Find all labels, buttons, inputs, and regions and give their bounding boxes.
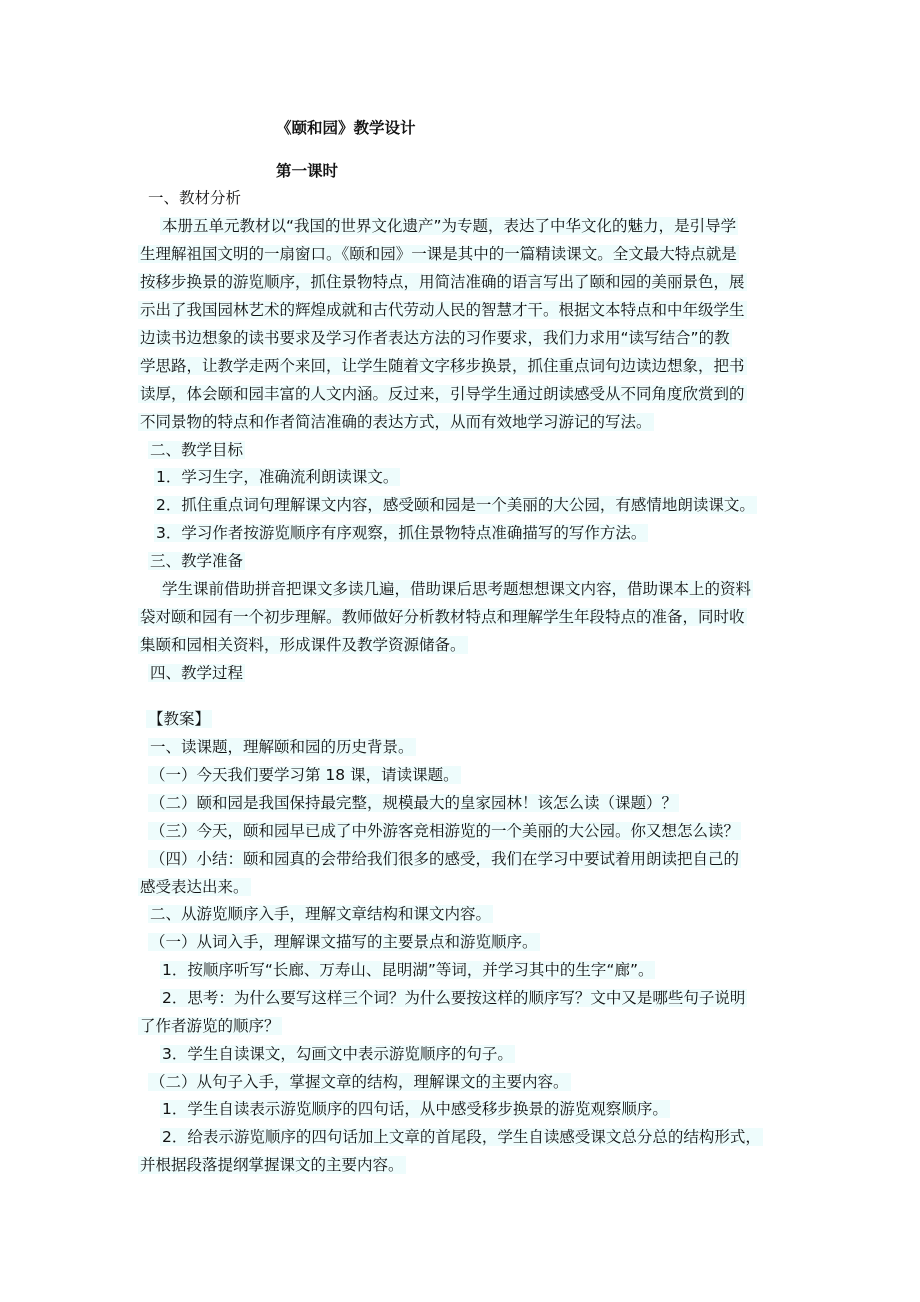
step-item: 1．学生自读表示游览顺序的四句话，从中感受移步换景的游览观察顺序。 — [162, 1100, 668, 1118]
paragraph-line: 按移步换景的游览顺序，抓住景物特点，用简洁准确的语言写出了颐和园的美丽景色，展 — [140, 273, 745, 291]
step-item: （二）从句子入手，掌握文章的结构，理解课文的主要内容。 — [150, 1073, 569, 1091]
lesson-subtitle: 第一课时 — [276, 162, 339, 180]
step-item: 3．学生自读课文，勾画文中表示游览顺序的句子。 — [162, 1045, 513, 1063]
step-item: 感受表达出来。 — [140, 878, 249, 896]
step-item: （四）小结：颐和园真的会带给我们很多的感受，我们在学习中要试着用朗读把自己的 — [150, 850, 740, 868]
paragraph-line: 本册五单元教材以“我国的世界文化遗产”为专题，表达了中华文化的魅力，是引导学 — [162, 217, 737, 235]
section-heading: 一、教材分析 — [148, 189, 242, 207]
paragraph-line: 示出了我国园林艺术的辉煌成就和古代劳动人民的智慧才干。根据文本特点和中年级学生 — [140, 301, 745, 319]
list-item: 1．学习生字，准确流利朗读课文。 — [156, 468, 399, 486]
step-item: （一）从词入手，理解课文描写的主要景点和游览顺序。 — [150, 933, 538, 951]
step-item: 2．思考：为什么要写这样三个词？为什么要按这样的顺序写？文中又是哪些句子说明 — [162, 989, 746, 1007]
step-item: 并根据段落提纲掌握课文的主要内容。 — [140, 1156, 404, 1174]
paragraph-line: 生理解祖国文明的一扇窗口。《颐和园》一课是其中的一篇精读课文。全文最大特点就是 — [140, 245, 737, 263]
paragraph-line: 袋对颐和园有一个初步理解。教师做好分析教材特点和理解学生年段特点的准备，同时收 — [140, 608, 745, 626]
section-heading: 四、教学过程 — [150, 664, 244, 682]
step-item: （一）今天我们要学习第 18 课，请读课题。 — [150, 766, 459, 784]
paragraph-line: 读厚，体会颐和园丰富的人文内涵。反过来，引导学生通过朗读感受从不同角度欣赏到的 — [140, 385, 745, 403]
step-item: 2．给表示游览顺序的四句话加上文章的首尾段，学生自读感受课文总分总的结构形式， — [162, 1128, 761, 1146]
lesson-plan-label: 【教案】 — [148, 710, 211, 728]
paragraph-line: 学思路，让教学走两个来回，让学生随着文字移步换景，抓住重点词句边读边想象，把书 — [140, 357, 745, 375]
step-heading: 二、从游览顺序入手，理解文章结构和课文内容。 — [150, 905, 492, 923]
paragraph-line: 不同景物的特点和作者简洁准确的表达方式，从而有效地学习游记的写法。 — [140, 413, 652, 431]
list-item: 3．学习作者按游览顺序有序观察，抓住景物特点准确描写的写作方法。 — [156, 524, 647, 542]
document-title: 《颐和园》教学设计 — [276, 119, 416, 137]
paragraph-line: 边读书边想象的读书要求及学习作者表达方法的习作要求，我们力求用“读写结合”的教 — [140, 329, 730, 347]
step-item: （三）今天，颐和园早已成了中外游客竞相游览的一个美丽的大公园。你又想怎么读？ — [150, 822, 740, 840]
list-item: 2．抓住重点词句理解课文内容，感受颐和园是一个美丽的大公园，有感情地朗读课文。 — [156, 496, 755, 514]
paragraph-line: 学生课前借助拼音把课文多读几遍，借助课后思考题想想课文内容，借助课本上的资料 — [162, 580, 752, 598]
step-item: 1．按顺序听写“长廊、万寿山、昆明湖”等词，并学习其中的生字“廊”。 — [162, 961, 654, 979]
paragraph-line: 集颐和园相关资料，形成课件及教学资源储备。 — [140, 636, 466, 654]
step-item: （二）颐和园是我国保持最完整，规模最大的皇家园林！该怎么读（课题）？ — [150, 794, 678, 812]
step-item: 了作者游览的顺序？ — [140, 1017, 280, 1035]
section-heading: 二、教学目标 — [150, 441, 244, 459]
step-heading: 一、读课题，理解颐和园的历史背景。 — [150, 738, 414, 756]
section-heading: 三、教学准备 — [150, 552, 244, 570]
